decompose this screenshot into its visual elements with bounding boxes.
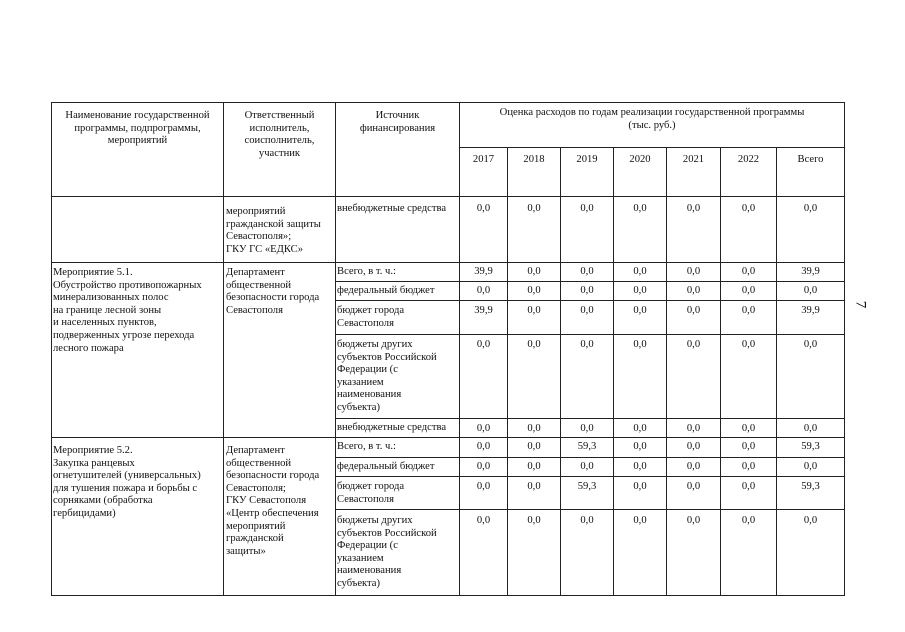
header-source: Источник финансирования [359,110,436,134]
year-header: 2018 [523,154,545,165]
value-cell: 0,0 [580,266,594,277]
table-line [51,262,845,263]
value-cell: 0,0 [633,423,647,434]
value-cell: 0,0 [686,285,701,296]
value-cell: 0,0 [476,339,491,350]
table-line [335,281,845,282]
block2-executor: Департамент общественной безопасности города Севастополя; ГКУ Севастополя «Центр обеспечения мероприятий гражданской защиты» [226,445,320,557]
value-cell: 0,0 [580,203,594,214]
source-cell: внебюджетные средства [337,203,447,214]
value-cell: 0,0 [686,305,701,316]
value-cell: 39,9 [474,305,493,316]
value-cell: 0,0 [741,266,756,277]
value-cell: 0,0 [527,285,541,296]
value-cell: 0,0 [633,285,647,296]
value-cell: 0,0 [527,515,541,526]
value-cell: 0,0 [633,515,647,526]
source-cell: федеральный бюджет [337,285,435,296]
value-cell: 0,0 [686,203,701,214]
value-cell: 39,9 [801,266,820,277]
table-line [51,196,845,197]
value-cell: 0,0 [803,285,818,296]
value-cell: 0,0 [686,266,701,277]
table-line [51,437,845,438]
value-cell: 0,0 [741,481,756,492]
value-cell: 0,0 [633,339,647,350]
value-cell: 0,0 [527,461,541,472]
value-cell: 0,0 [476,285,491,296]
value-cell: 59,3 [801,481,820,492]
header-estimate: Оценка расходов по годам реализации государственной программы (тыс. руб.) [499,107,805,131]
value-cell: 0,0 [527,305,541,316]
value-cell: 0,0 [476,481,491,492]
source-cell: Всего, в т. ч.: [337,266,396,277]
value-cell: 0,0 [527,266,541,277]
value-cell: 0,0 [741,203,756,214]
value-cell: 0,0 [686,481,701,492]
value-cell: 39,9 [474,266,493,277]
value-cell: 0,0 [803,203,818,214]
value-cell: 0,0 [476,203,491,214]
total-header: Всего [797,154,824,165]
table-line [51,102,52,596]
value-cell: 0,0 [741,339,756,350]
value-cell: 0,0 [741,305,756,316]
page-number: 7 [852,300,869,309]
value-cell: 0,0 [741,441,756,452]
value-cell: 0,0 [633,461,647,472]
value-cell: 0,0 [741,515,756,526]
table-line [51,595,845,596]
value-cell: 0,0 [803,461,818,472]
value-cell: 0,0 [527,203,541,214]
value-cell: 0,0 [476,461,491,472]
value-cell: 0,0 [633,441,647,452]
value-cell: 0,0 [803,339,818,350]
value-cell: 0,0 [527,481,541,492]
table-line [335,102,336,596]
value-cell: 0,0 [741,285,756,296]
block1-name: Мероприятие 5.1. Обустройство противопожарных минерализованных полос на границе лесной зоны и населенных пунктов, подверженных угрозе перехода лесного пожара [53,267,202,354]
year-header: 2017 [472,154,495,165]
value-cell: 0,0 [580,339,594,350]
table-line [51,102,845,103]
value-cell: 0,0 [580,285,594,296]
value-cell: 0,0 [527,423,541,434]
table-line [223,102,224,596]
value-cell: 0,0 [633,481,647,492]
table-line [335,457,845,458]
table-line [335,418,845,419]
value-cell: 0,0 [527,339,541,350]
year-header: 2020 [629,154,651,165]
value-cell: 0,0 [633,305,647,316]
source-cell: бюджеты других субъектов Российской Федерации (с указанием наименования субъекта) [337,515,437,589]
value-cell: 0,0 [580,423,594,434]
source-cell: бюджет города Севастополя [337,305,405,329]
header-executor: Ответственный исполнитель, соисполнитель, участник [244,110,315,159]
year-header: 2022 [737,154,760,165]
year-header: 2021 [682,154,705,165]
value-cell: 0,0 [741,461,756,472]
value-cell: 0,0 [580,461,594,472]
block0-executor: мероприятий гражданской защиты Севастополя»; ГКУ ГС «ЕДКС» [226,206,321,255]
table-line [335,334,845,335]
value-cell: 39,9 [801,305,820,316]
value-cell: 0,0 [686,423,701,434]
table-line [335,509,845,510]
value-cell: 0,0 [686,515,701,526]
value-cell: 0,0 [633,266,647,277]
year-header: 2019 [576,154,598,165]
table-line [335,300,845,301]
block1-executor: Департамент общественной безопасности города Севастополя [226,267,320,316]
table-line [459,147,845,148]
source-cell: бюджеты других субъектов Российской Федерации (с указанием наименования субъекта) [337,339,437,413]
source-cell: Всего, в т. ч.: [337,441,396,452]
value-cell: 0,0 [527,441,541,452]
source-cell: бюджет города Севастополя [337,481,405,505]
value-cell: 0,0 [580,305,594,316]
value-cell: 59,3 [801,441,820,452]
value-cell: 0,0 [803,515,818,526]
source-cell: федеральный бюджет [337,461,435,472]
value-cell: 59,3 [577,441,597,452]
table-line [335,476,845,477]
value-cell: 0,0 [633,203,647,214]
value-cell: 0,0 [686,339,701,350]
header-name: Наименование государственной программы, подпрограммы, мероприятий [65,110,210,147]
value-cell: 0,0 [741,423,756,434]
source-cell: внебюджетные средства [337,422,447,433]
block2-name: Мероприятие 5.2. Закупка ранцевых огнетушителей (универсальных) для тушения пожара и борьбы с сорняками (обработка гербицидами) [53,445,201,519]
value-cell: 0,0 [476,515,491,526]
value-cell: 59,3 [577,481,597,492]
value-cell: 0,0 [686,441,701,452]
table-line [844,102,845,596]
value-cell: 0,0 [803,423,818,434]
value-cell: 0,0 [476,441,491,452]
value-cell: 0,0 [476,423,491,434]
value-cell: 0,0 [686,461,701,472]
value-cell: 0,0 [580,515,594,526]
